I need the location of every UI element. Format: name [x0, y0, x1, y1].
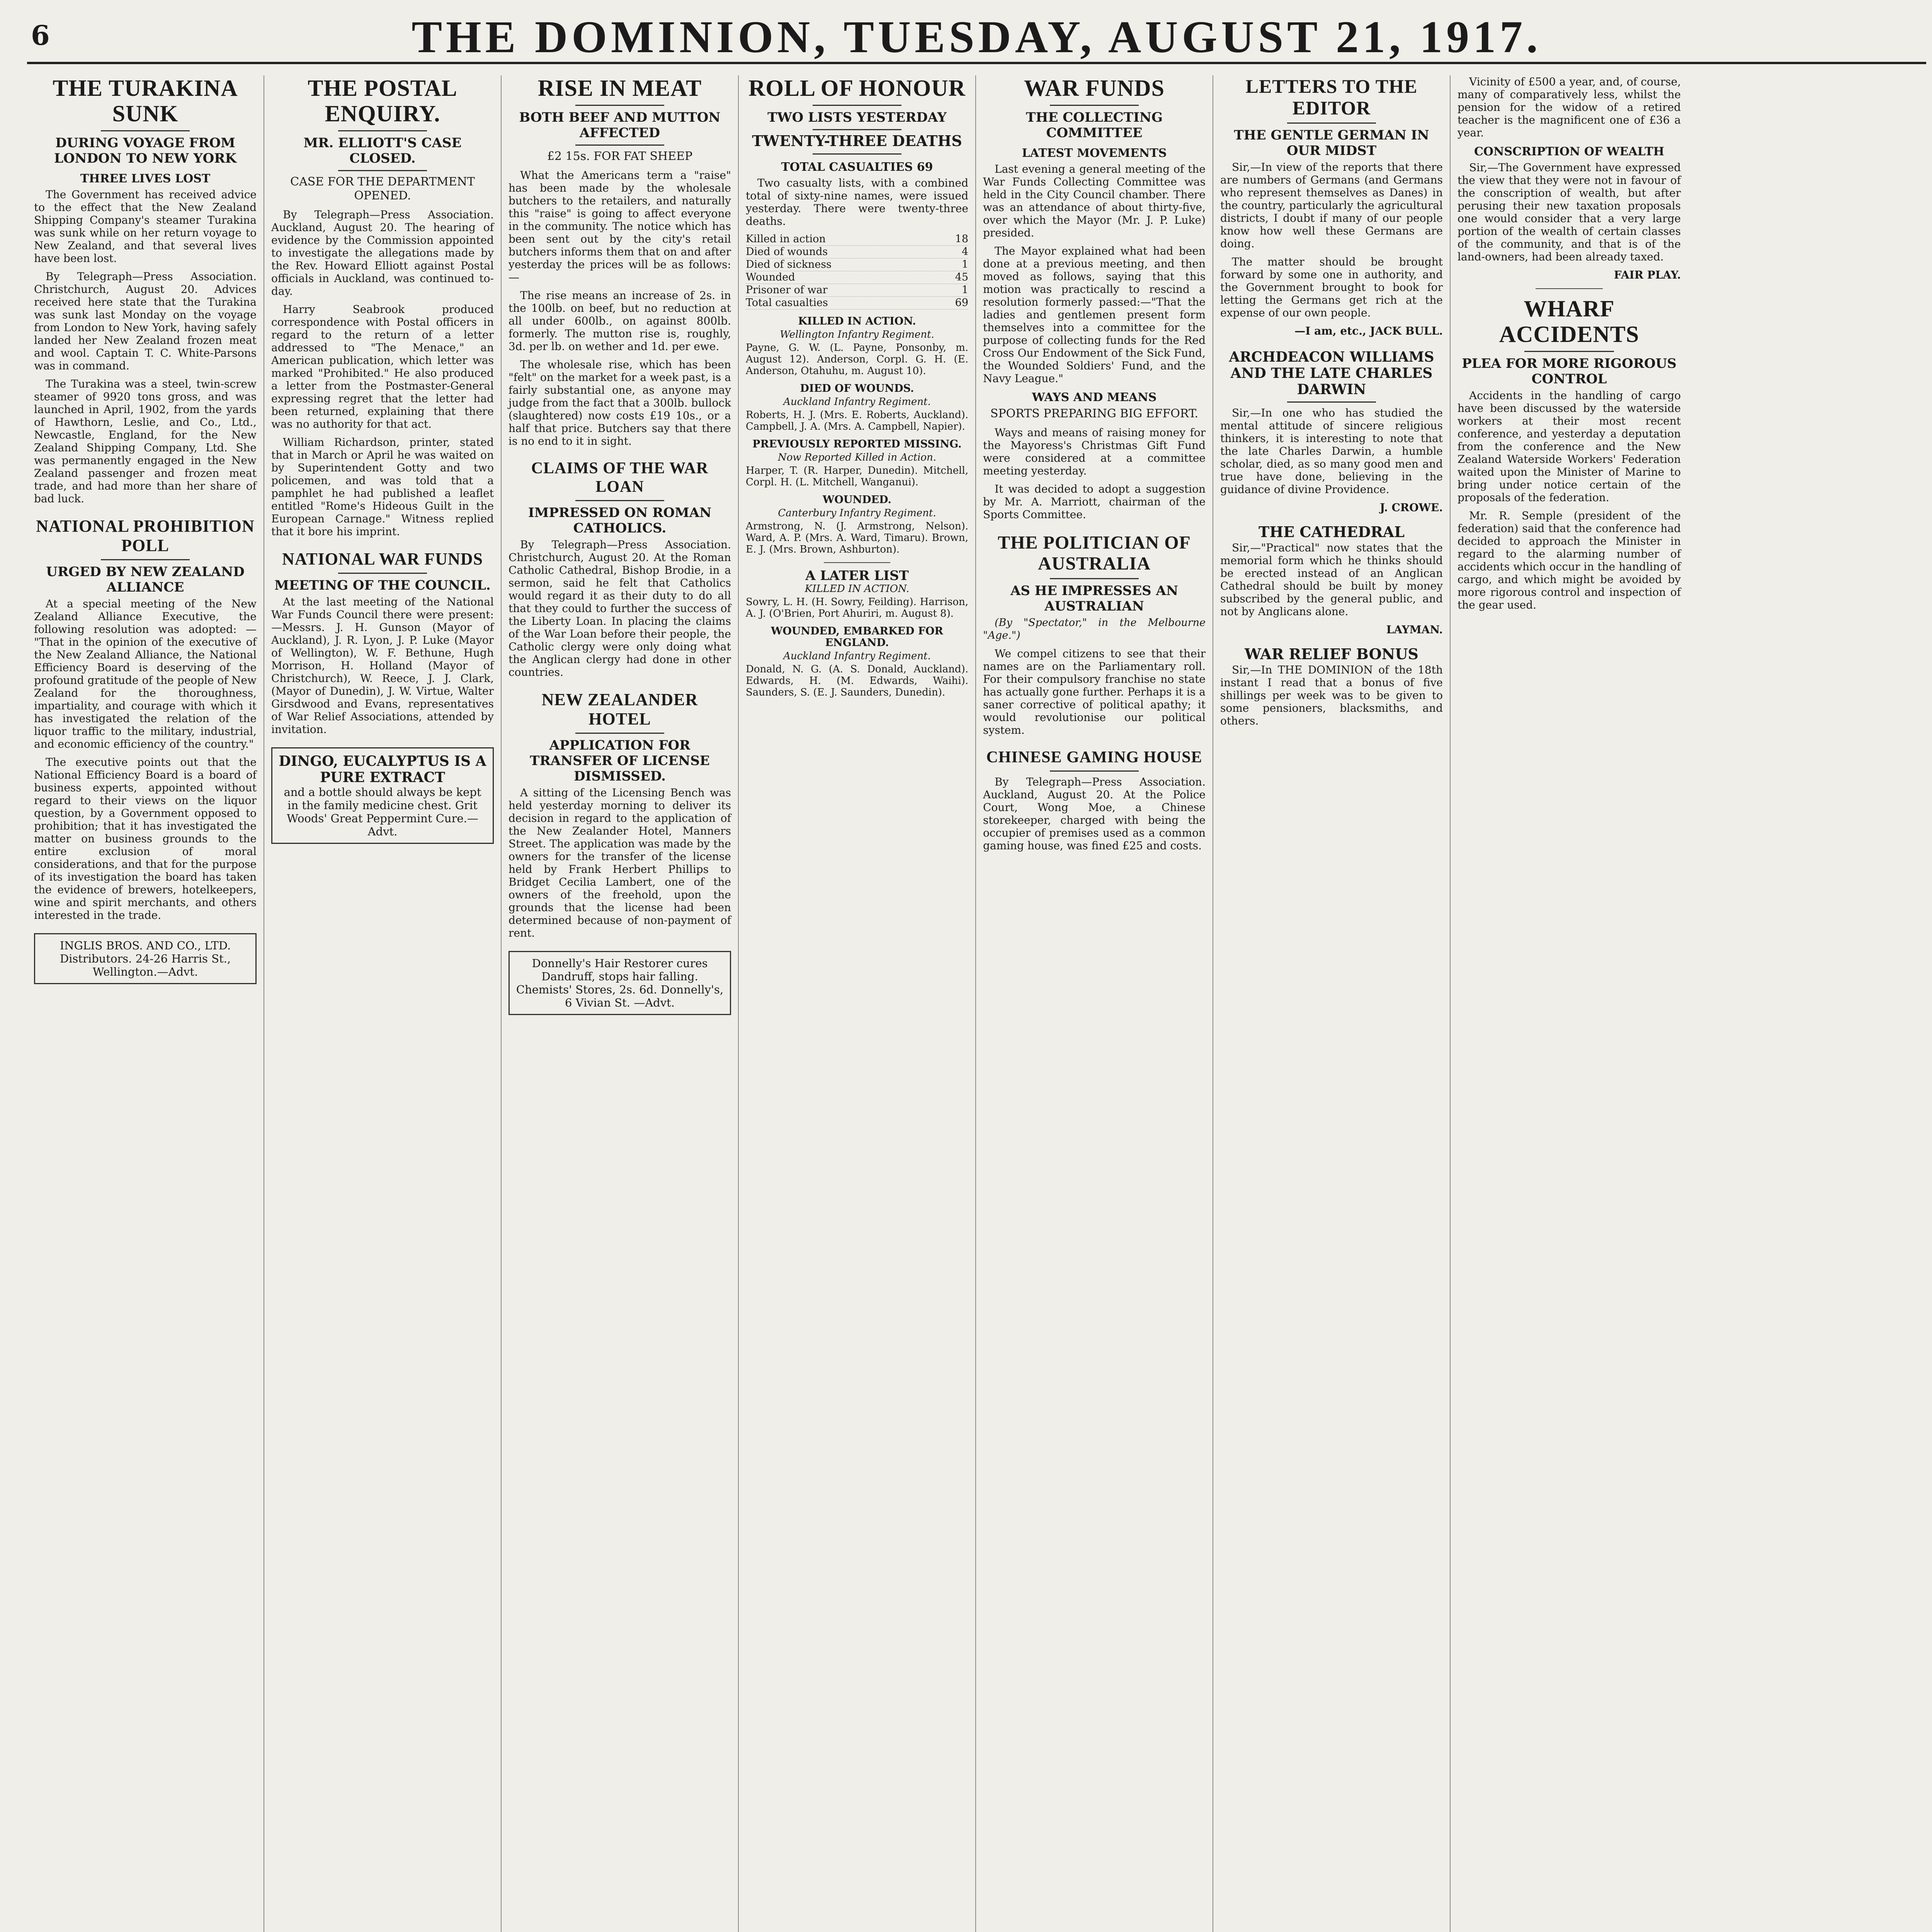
list-section-title: KILLED IN ACTION.: [798, 315, 916, 327]
column-7: [1451, 75, 1688, 1932]
subdeck: £2 15s. FOR FAT SHEEP: [547, 150, 693, 163]
article-roll-of-honour: [746, 75, 968, 698]
article-body: [1458, 75, 1681, 139]
column-2: [264, 75, 502, 1932]
article-body: [983, 616, 1206, 736]
headline: THE POLITICIAN OF AUSTRALIA: [998, 532, 1191, 574]
divider: [338, 573, 427, 574]
column-3: [502, 75, 739, 1932]
headline: NATIONAL WAR FUNDS: [282, 549, 483, 568]
article-body: [1220, 663, 1443, 727]
article-wharf-accidents: [1458, 75, 1681, 611]
paragraph: The Turakina was a steel, twin-screw steamer of 9920 tons gross, and was launched in April, 1902, from the yards of Hawthorn, Leslie, and Co., Ltd., Newcastle, England, for the New Zealand Shipping Company, Ltd. She was permanently engaged in the New Zealand passenger and frozen meat trade, and had more than her share of bad luck.: [34, 378, 257, 505]
divider: [1050, 770, 1139, 772]
paragraph: A sitting of the Licensing Bench was held yesterday morning to deliver its decision in regard to the application of the New Zealander Hotel, Manners Street. The application was made by the owners for the transfer of the license held by Frank Herbert Phillips to Bridget Cecilia Lambert, one of the owners of the freehold, upon the grounds that the license had been determined because of non-payment of rent.: [509, 786, 731, 939]
total-label: Died of wounds: [746, 246, 828, 258]
total-label: Wounded: [746, 271, 795, 283]
article-rise-in-meat: [509, 75, 731, 447]
paragraph: The Government has received advice to the effect that the New Zealand Shipping Company's steamer Turakina was sunk while on her return voyage to New Zealand, and that several lives have been lost.: [34, 188, 257, 265]
deck: AS HE IMPRESSES AN AUSTRALIAN: [1010, 583, 1179, 614]
headline: LETTERS TO THE EDITOR: [1245, 75, 1418, 119]
list-unit: KILLED IN ACTION.: [804, 583, 910, 595]
total-value: 18: [955, 233, 968, 245]
masthead: [27, 8, 1926, 64]
article-war-funds-council: [271, 549, 494, 736]
deck: THE COLLECTING COMMITTEE: [1026, 110, 1163, 141]
headline: CHINESE GAMING HOUSE: [986, 748, 1202, 766]
divider: [813, 153, 901, 155]
list-section-title: A LATER LIST: [805, 568, 909, 583]
divider: [101, 130, 190, 131]
advertisement: [271, 747, 494, 844]
list-unit: Auckland Infantry Regiment.: [783, 650, 931, 662]
paragraph: The rise means an increase of 2s. in the 100lb. on beef, but no reduction at all under 600lb., on against 800lb. formerly. The mutton rise is, roughly, 3d. per lb. on wether and 1d. per ewe.: [509, 289, 731, 353]
total-label: Total casualties: [746, 297, 828, 309]
column-4: [739, 75, 976, 1932]
signature: J. CROWE.: [1379, 501, 1443, 514]
divider: [338, 130, 427, 131]
paragraph: By Telegraph—Press Association. Auckland, August 20. At the Police Court, Wong Moe, a Chinese storekeeper, charged with being the occupier of premises used as a common gaming house, was fined £25 and costs.: [983, 776, 1206, 852]
advertisement: Donnelly's Hair Restorer cures Dandruff, stops hair falling. Chemists' Stores, 2s. 6d. Donnelly's, 6 Vivian St. —Advt.: [509, 951, 731, 1015]
paragraph: By Telegraph—Press Association. Auckland, August 20. The hearing of evidence by the Commission appointed to investigate the allegations made by the Rev. Howard Elliott against Postal officials in Auckland, was continued to-day.: [271, 208, 494, 298]
article-chinese-gaming-house: [983, 748, 1206, 852]
divider: [1536, 288, 1602, 289]
article-body: [271, 208, 494, 538]
article-prohibition-poll: [34, 517, 257, 922]
article-archdeacon-williams: [1220, 349, 1443, 514]
paragraph: The matter should be brought forward by some one in authority, and the Government brought to book for letting the Germans get rich at the expense of our own people.: [1220, 255, 1443, 319]
paragraph: Accidents in the handling of cargo have been discussed by the waterside workers at their most recent conference, and yesterday a deputation from the conference and the New Zealand Waterside Workers' Federation waited upon the Minister of Marine to bring under notice certain of the proposals of the federation.: [1458, 389, 1681, 504]
casualty-list: [746, 316, 968, 698]
subhead: WAYS AND MEANS: [1032, 391, 1157, 404]
paragraph: It was decided to adopt a suggestion by Mr. A. Marriott, chairman of the Sports Committee.: [983, 483, 1206, 521]
subdeck: CASE FOR THE DEPARTMENT OPENED.: [290, 175, 475, 202]
columns: [27, 75, 1926, 1932]
list-unit: Auckland Infantry Regiment.: [783, 396, 931, 408]
paragraph: Last evening a general meeting of the War Funds Collecting Committee was held in the City Council chamber. There was an attendance of about thirty-five, over which the Mayor (Mr. J. P. Luke) presided.: [983, 163, 1206, 239]
divider: [1287, 122, 1376, 124]
total-label: Prisoner of war: [746, 284, 828, 296]
article-war-loan: [509, 459, 731, 679]
signature: FAIR PLAY.: [1614, 269, 1681, 281]
paragraph: We compel citizens to see that their names are on the Parliamentary roll. For their compulsory franchise no state has actually gone further. Perhaps it is a saner corrective of political apathy; it would revolutionise our political system.: [983, 647, 1206, 736]
list-section-title: WOUNDED, EMBARKED FOR ENGLAND.: [771, 625, 943, 649]
deck: MR. ELLIOTT'S CASE CLOSED.: [303, 135, 462, 166]
list-section-title: PREVIOUSLY REPORTED MISSING.: [752, 438, 962, 450]
subdeck: TWENTY-THREE DEATHS: [752, 132, 962, 150]
signature: LAYMAN.: [1386, 623, 1443, 636]
divider: [1524, 351, 1614, 352]
divider: [1287, 401, 1376, 403]
headline: NEW ZEALANDER HOTEL: [541, 690, 698, 728]
headline: NATIONAL PROHIBITION POLL: [36, 517, 255, 555]
headline: ARCHDEACON WILLIAMS AND THE LATE CHARLES DARWIN: [1229, 349, 1434, 398]
total-value: 1: [961, 259, 968, 270]
paragraph: The executive points out that the National Efficiency Board is a board of business experts, appointed without regard to their views on the liquor question, by a Government opposed to prohibition; that it has investigated the matter on business grounds to the entire exclusion of moral considerations, and that for the purpose of its investigation the board has taken the evidence of brewers, hotelkeepers, wine and spirit merchants, and others interested in the trade.: [34, 756, 257, 922]
total-row: [746, 271, 968, 284]
paragraph: Sir,—In one who has studied the mental attitude of sincere religious thinkers, it is interesting to note that the late Charles Darwin, a humble scholar, died, as so many good men and true have done, believing in the guidance of divine Providence.: [1220, 406, 1443, 496]
signature: —I am, etc., JACK BULL.: [1294, 325, 1443, 337]
paragraph: By Telegraph—Press Association. Christchurch, August 20. At the Roman Catholic Cathedral, Bishop Brodie, in a sermon, said he felt that Catholics would regard it as their duty to do all that they could to further the success of the Liberty Loan. In placing the claims of the War Loan before their people, the Catholic clergy were only doing what the Anglican clergy had done in other countries.: [509, 538, 731, 679]
article-body: [509, 169, 731, 447]
list-item: Donald, N. G. (A. S. Donald, Auckland). Edwards, H. (M. Edwards, Waihi). Saunders, S. (E. J. Saunders, Dunedin).: [746, 663, 968, 698]
divider: [824, 562, 891, 563]
total-row: [746, 246, 968, 259]
paragraph: At the last meeting of the National War Funds Council there were present:—Messrs. J. H. Gunson (Mayor of Auckland), J. R. Lyon, J. P. Luke (Mayor of Wellington), W. F. Bethune, Hugh Morrison, H. Holland (Mayor of Christchurch), W. Reece, J. J. Clark, (Mayor of Dunedin), J. W. Virtue, Walter Girsdwood and Evans, representatives of War Relief Associations, attended by invitation.: [271, 595, 494, 736]
divider: [813, 105, 901, 106]
column-5: [976, 75, 1213, 1932]
divider: [575, 733, 664, 734]
headline: WAR RELIEF BONUS: [1245, 645, 1418, 663]
divider: [575, 500, 664, 501]
list-item: Harper, T. (R. Harper, Dunedin). Mitchell, Corpl. H. (L. Mitchell, Wanganui).: [746, 465, 968, 488]
divider: [575, 145, 664, 146]
paragraph: By Telegraph—Press Association. Christchurch, August 20. Advices received here state that the Turakina was sunk last Monday on the voyage from London to New York, having safely landed her New Zealand frozen meat and wool. Captain T. C. White-Parsons was in command.: [34, 270, 257, 372]
divider: [338, 170, 427, 171]
list-section-title: DIED OF WOUNDS.: [800, 383, 914, 395]
article-body: [983, 426, 1206, 521]
paragraph: Harry Seabrook produced correspondence with Postal officers in regard to the return of a letter addressed to "The Menace," an American publication, which letter was marked "Prohibited." He also produced a letter from the Postmaster-General expressing regret that the letter had been returned, explaining that there was no authority for that act.: [271, 303, 494, 430]
article-body: [509, 786, 731, 939]
divider: [813, 129, 901, 130]
paragraph: The Mayor explained what had been done at a previous meeting, and then moved as follows, saying that this motion was practically to rescind a resolution formerly passed:—"That the ladies and gentlemen present form themselves into a committee for the purpose of collecting funds for the Red Cross Our Endowment of the Sick Fund, the Wounded Soldiers' Fund, and the Navy League.": [983, 245, 1206, 385]
article-body: [983, 776, 1206, 852]
paragraph: Sir,—The Government have expressed the view that they were not in favour of the conscription of wealth, but after perusing their new taxation proposals one would consider that a very large portion of the wealth of certain classes of the community, and that is of the land-owners, had been already taxed.: [1458, 161, 1681, 263]
advertisement: INGLIS BROS. AND CO., LTD. Distributors. 24-26 Harris St., Wellington.—Advt.: [34, 933, 257, 984]
total-row: [746, 297, 968, 310]
column-1: [27, 75, 264, 1932]
headline: THE TURAKINA SUNK: [53, 75, 238, 126]
article-body: [271, 595, 494, 736]
advert-heading: DINGO, EUCALYPTUS IS A PURE EXTRACT: [279, 753, 486, 786]
divider: [575, 105, 664, 106]
total-row: [746, 284, 968, 297]
headline: CLAIMS OF THE WAR LOAN: [531, 459, 709, 496]
page-number: 6: [31, 19, 50, 51]
paragraph: At a special meeting of the New Zealand Alliance Executive, the following resolution was adopted: — "That in the opinion of the executive of the New Zealand Alliance, the National Efficiency Board is deserving of the profound gratitude of the people of New Zealand for the thoroughness, impartiality, and courage with which it has investigated the relation of the liquor traffic to the military, industrial, and economic efficiency of the country.": [34, 597, 257, 750]
paragraph: Ways and means of raising money for the Mayoress's Christmas Gift Fund were considered at a committee meeting yesterday.: [983, 426, 1206, 477]
subhead: THREE LIVES LOST: [80, 172, 211, 185]
deck: URGED BY NEW ZEALAND ALLIANCE: [46, 564, 245, 595]
deck: APPLICATION FOR TRANSFER OF LICENSE DISMISSED.: [530, 738, 710, 784]
article-body: [1458, 161, 1681, 263]
article-body: [1458, 389, 1681, 611]
subhead: LATEST MOVEMENTS: [1022, 146, 1167, 160]
article-body: [746, 177, 968, 228]
deck: MEETING OF THE COUNCIL.: [274, 578, 491, 593]
list-unit: Canterbury Infantry Regiment.: [778, 507, 936, 519]
list-item: Sowry, L. H. (H. Sowry, Feilding). Harrison, A. J. (O'Brien, Port Ahuriri, m. August 8).: [746, 596, 968, 619]
list-unit: Wellington Infantry Regiment.: [780, 329, 934, 340]
paragraph: Sir,—In THE DOMINION of the 18th instant I read that a bonus of five shillings per week was to be given to some pensioners, blacksmiths, and others.: [1220, 663, 1443, 727]
paragraph: Sir,—In view of the reports that there are numbers of Germans (and Germans who represent themselves as Danes) in the country, particularly the agricultural districts, I doubt if many of our people know how well these Germans are doing.: [1220, 161, 1443, 250]
total-value: 69: [955, 297, 968, 309]
headline: RISE IN MEAT: [537, 75, 702, 101]
paragraph: The wholesale rise, which has been "felt" on the market for a week past, is a fairly substantial one, as anyone may judge from the fact that a 300lb. bullock (slaughtered) now costs £19 10s., or a half that price. Butchers say that there is no end to it in sight.: [509, 358, 731, 447]
paragraph: Mr. R. Semple (president of the federation) said that the conference had decided to approach the Minister in regard to the alarming number of accidents which occur in the handling of cargo, and which might be avoided by more rigorous control and inspection of the gear used.: [1458, 509, 1681, 611]
divider: [101, 559, 190, 560]
article-letters-to-editor: [1220, 75, 1443, 337]
paragraph: Vicinity of £500 a year, and, of course, many of comparatively less, whilst the pension for the widow of a retired teacher is the magnificent one of £36 a year.: [1458, 75, 1681, 139]
headline: WHARF ACCIDENTS: [1499, 296, 1639, 347]
article-war-funds: [983, 75, 1206, 521]
list-section-title: WOUNDED.: [823, 494, 891, 506]
article-turakina: [34, 75, 257, 505]
list-item: Armstrong, N. (J. Armstrong, Nelson). Ward, A. P. (Mrs. A. Ward, Timaru). Brown, E. J. (Mrs. Brown, Ashburton).: [746, 520, 968, 555]
paragraph: Two casualty lists, with a combined total of sixty-nine names, were issued yesterday. There were twenty-three deaths.: [746, 177, 968, 228]
paragraph: What the Americans term a "raise" has been made by the wholesale butchers to the retailers, and naturally this "raise" is going to affect everyone in the community. The notice which has been sent out by the city's retail butchers informs them that on and after yesterday the prices will be as follows:—: [509, 169, 731, 284]
paragraph: Sir,—"Practical" now states that the memorial form which he thinks should be erected instead of an Anglican Cathedral should be built by money subscribed by the general public, and not by Anglicans alone.: [1220, 541, 1443, 618]
article-body: [983, 163, 1206, 385]
article-body: [1220, 161, 1443, 319]
list-item: Payne, G. W. (L. Payne, Ponsonby, m. August 12). Anderson, Corpl. G. H. (E. Anderson, Otahuhu, m. August 10).: [746, 342, 968, 377]
article-new-zealander-hotel: [509, 690, 731, 939]
article-postal-enquiry: [271, 75, 494, 538]
deck: PLEA FOR MORE RIGOROUS CONTROL: [1462, 356, 1677, 387]
total-value: 4: [961, 246, 968, 258]
subdeck: SPORTS PREPARING BIG EFFORT.: [990, 407, 1199, 420]
deck: TWO LISTS YESTERDAY: [767, 110, 947, 125]
headline: THE CATHEDRAL: [1259, 523, 1405, 541]
divider: [1050, 105, 1139, 106]
byline: (By "Spectator," in the Melbourne "Age."): [983, 617, 1206, 641]
headline: ROLL OF HONOUR: [748, 75, 966, 101]
subhead: CONSCRIPTION OF WEALTH: [1474, 145, 1664, 158]
total-row: [746, 233, 968, 246]
deck: BOTH BEEF AND MUTTON AFFECTED: [519, 110, 721, 141]
headline: WAR FUNDS: [1024, 75, 1165, 101]
article-body: [1220, 541, 1443, 618]
list-unit: Now Reported Killed in Action.: [777, 452, 937, 463]
article-body: [34, 597, 257, 922]
advert-text: and a bottle should always be kept in the family medicine chest. Grit Woods' Great Peppermint Cure.—Advt.: [284, 786, 481, 838]
subhead: TOTAL CASUALTIES 69: [781, 160, 933, 174]
divider: [1050, 578, 1139, 579]
list-item: Roberts, H. J. (Mrs. E. Roberts, Auckland). Campbell, J. A. (Mrs. A. Campbell, Napier).: [746, 409, 968, 432]
deck: THE GENTLE GERMAN IN OUR MIDST: [1234, 128, 1429, 158]
paragraph: William Richardson, printer, stated that in March or April he was waited on by Superintendent Gotty and two policemen, and was told that a pamphlet he had published a leaflet entitled "Rome's Hideous Guilt in the European Carnage." Witness replied that it bore his imprint.: [271, 436, 494, 538]
article-war-relief-bonus: [1220, 645, 1443, 727]
total-row: [746, 259, 968, 271]
column-6: [1213, 75, 1451, 1932]
article-body: [509, 538, 731, 679]
headline: THE POSTAL ENQUIRY.: [308, 75, 457, 126]
deck: IMPRESSED ON ROMAN CATHOLICS.: [528, 505, 712, 536]
newspaper-title: THE DOMINION, TUESDAY, AUGUST 21, 1917.: [412, 12, 1542, 62]
total-value: 1: [961, 284, 968, 296]
article-body: [34, 188, 257, 505]
article-cathedral: [1220, 523, 1443, 636]
total-label: Killed in action: [746, 233, 826, 245]
total-value: 45: [955, 271, 968, 283]
article-politician-of-australia: [983, 532, 1206, 736]
deck: DURING VOYAGE FROM LONDON TO NEW YORK: [54, 135, 237, 166]
total-label: Died of sickness: [746, 259, 832, 270]
article-body: [1220, 406, 1443, 496]
casualty-totals: [746, 233, 968, 310]
